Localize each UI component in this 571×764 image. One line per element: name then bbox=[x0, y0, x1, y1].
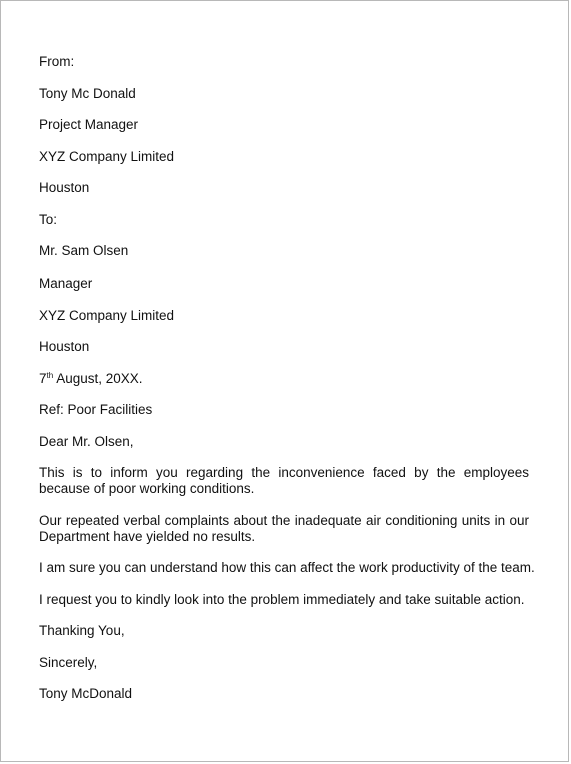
paragraph-4: I request you to kindly look into the problem immediately and take suitable action. bbox=[39, 591, 525, 607]
signature-name: Tony McDonald bbox=[39, 686, 133, 701]
closing-sincerely: Sincerely, bbox=[39, 654, 98, 670]
recipient-name: Mr. Sam Olsen bbox=[39, 243, 129, 258]
to-label: To: bbox=[39, 211, 58, 227]
sender-city: Houston bbox=[39, 180, 90, 195]
recipient-city: Houston bbox=[39, 339, 90, 354]
salutation: Dear Mr. Olsen, bbox=[39, 433, 134, 449]
recipient-title: Manager bbox=[39, 276, 93, 291]
recipient-company: XYZ Company Limited bbox=[39, 307, 175, 323]
sender-company: XYZ Company Limited bbox=[39, 148, 175, 164]
paragraph-1: This is to inform you regarding the inconvenience faced by the employees because of poor working conditions. bbox=[39, 465, 529, 496]
closing-thanks: Thanking You, bbox=[39, 623, 125, 638]
letter-date bbox=[39, 371, 529, 387]
reference-line: Ref: Poor Facilities bbox=[39, 402, 153, 417]
letter-body bbox=[39, 54, 535, 702]
sender-name: Tony Mc Donald bbox=[39, 85, 136, 101]
paragraph-2: Our repeated verbal complaints about the inadequate air conditioning units in our Department have yielded no results. bbox=[39, 512, 529, 544]
sender-title: Project Manager bbox=[39, 117, 139, 132]
date-day: 7 bbox=[39, 370, 47, 386]
date-suffix: th bbox=[46, 370, 54, 380]
paragraph-3: I am sure you can understand how this can affect the work productivity of the team. bbox=[39, 560, 535, 575]
from-label: From: bbox=[39, 54, 75, 69]
date-rest: August, 20XX. bbox=[53, 370, 143, 386]
